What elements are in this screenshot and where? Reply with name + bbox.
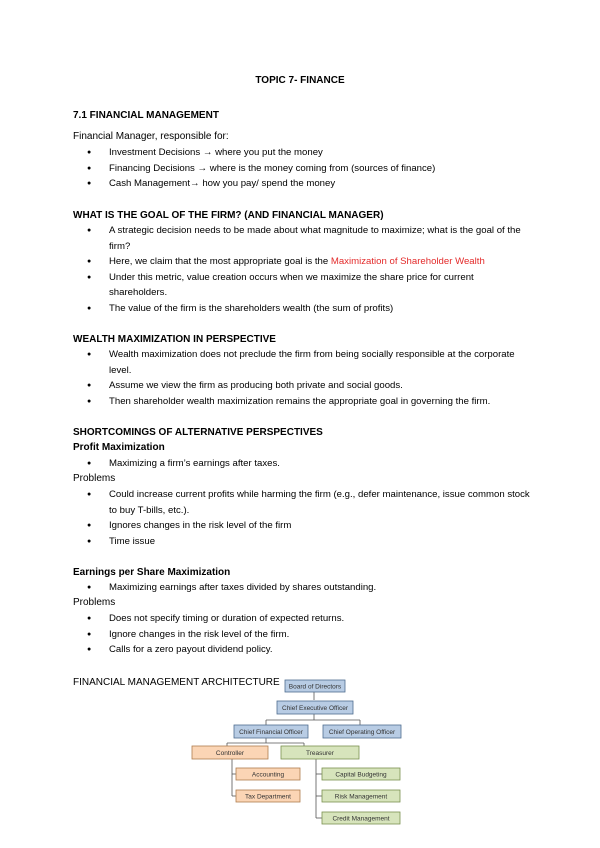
eps-max-problems-list	[73, 611, 533, 658]
treasurer-label: Treasurer	[306, 750, 334, 757]
problems-label: Problems	[73, 473, 116, 484]
org-chart	[190, 676, 410, 826]
tax-department-label: Tax Department	[245, 793, 291, 801]
shortcomings-heading: SHORTCOMINGS OF ALTERNATIVE PERSPECTIVES	[73, 427, 323, 438]
capital-budgeting-node	[322, 768, 400, 780]
list-item: ● Wealth maximization does not preclude the firm from being socially responsible at the corporate level.	[73, 347, 533, 378]
coo-label: Chief Operating Officer	[328, 729, 396, 736]
list-item: ● The value of the firm is the shareholders wealth (the sum of profits)	[73, 301, 533, 317]
board-node	[285, 680, 345, 692]
coo-node	[323, 725, 401, 738]
risk-management-label: Risk Management	[334, 793, 388, 801]
ceo-label: Chief Executive Officer	[282, 705, 348, 712]
list-item: ● Does not specify timing or duration of expected returns.	[73, 611, 533, 627]
list-item: ● Cash Management→ how you pay/ spend the money	[73, 176, 533, 192]
list-item: ● Ignores changes in the risk level of the firm	[73, 518, 533, 534]
financial-manager-intro: Financial Manager, responsible for:	[73, 131, 229, 142]
profit-max-list	[73, 456, 533, 472]
treasurer-node	[281, 746, 359, 759]
controller-label: Controller	[215, 750, 245, 757]
architecture-heading: FINANCIAL MANAGEMENT ARCHITECTURE	[73, 677, 280, 688]
capital-budgeting-label: Capital Budgeting	[335, 771, 387, 779]
responsibilities-list	[73, 145, 533, 192]
cfo-node	[234, 725, 308, 738]
board-label: Board of Directors	[288, 683, 342, 691]
list-item: ● Time issue	[73, 534, 533, 550]
list-item: ● Ignore changes in the risk level of the firm.	[73, 627, 533, 643]
eps-max-list	[73, 580, 533, 596]
wealth-maximization-heading: WEALTH MAXIMIZATION IN PERSPECTIVE	[73, 334, 276, 345]
wealth-list	[73, 347, 533, 409]
financial-management-heading: 7.1 FINANCIAL MANAGEMENT	[73, 110, 219, 121]
list-item: ● Assume we view the firm as producing both private and social goods.	[73, 378, 533, 394]
goal-of-firm-heading: WHAT IS THE GOAL OF THE FIRM? (AND FINANCIAL MANAGER)	[73, 210, 384, 221]
list-item	[73, 254, 533, 270]
list-item: ● Under this metric, value creation occurs when we maximize the share price for current shareholders.	[73, 270, 533, 301]
eps-maximization-subheading: Earnings per Share Maximization	[73, 567, 231, 578]
list-item: ● Calls for a zero payout dividend policy.	[73, 642, 533, 658]
list-item: ● Maximizing earnings after taxes divided by shares outstanding.	[73, 580, 533, 596]
list-item: ● Investment Decisions → where you put the money	[73, 145, 533, 161]
accounting-label: Accounting	[251, 771, 285, 779]
accounting-node	[236, 768, 300, 780]
ceo-node	[277, 701, 353, 714]
list-item: ● Financing Decisions → where is the money coming from (sources of finance)	[73, 161, 533, 177]
tax-department-node	[236, 790, 300, 802]
credit-management-node	[322, 812, 400, 824]
highlighted-goal: Maximization of Shareholder Wealth	[330, 256, 485, 268]
list-item: ● Maximizing a firm’s earnings after taxes.	[73, 456, 533, 472]
list-item-text: Here, we claim that the most appropriate goal is the	[109, 256, 331, 268]
controller-node	[192, 746, 268, 759]
risk-management-node	[322, 790, 400, 802]
list-item: ● Then shareholder wealth maximization remains the appropriate goal in governing the firm.	[73, 394, 533, 410]
profit-maximization-subheading: Profit Maximization	[73, 442, 165, 453]
list-item: ● A strategic decision needs to be made about what magnitude to maximize; what is the goal of the firm?	[73, 223, 533, 254]
cfo-label: Chief Financial Officer	[239, 729, 303, 736]
goal-list	[73, 223, 533, 317]
problems-label: Problems	[73, 597, 116, 608]
list-item: ● Could increase current profits while harming the firm (e.g., defer maintenance, issue common stock to buy T-bills, etc.).	[73, 487, 533, 518]
profit-max-problems-list	[73, 487, 533, 549]
page-title: TOPIC 7- FINANCE	[255, 75, 345, 86]
credit-management-label: Credit Management	[332, 815, 390, 823]
